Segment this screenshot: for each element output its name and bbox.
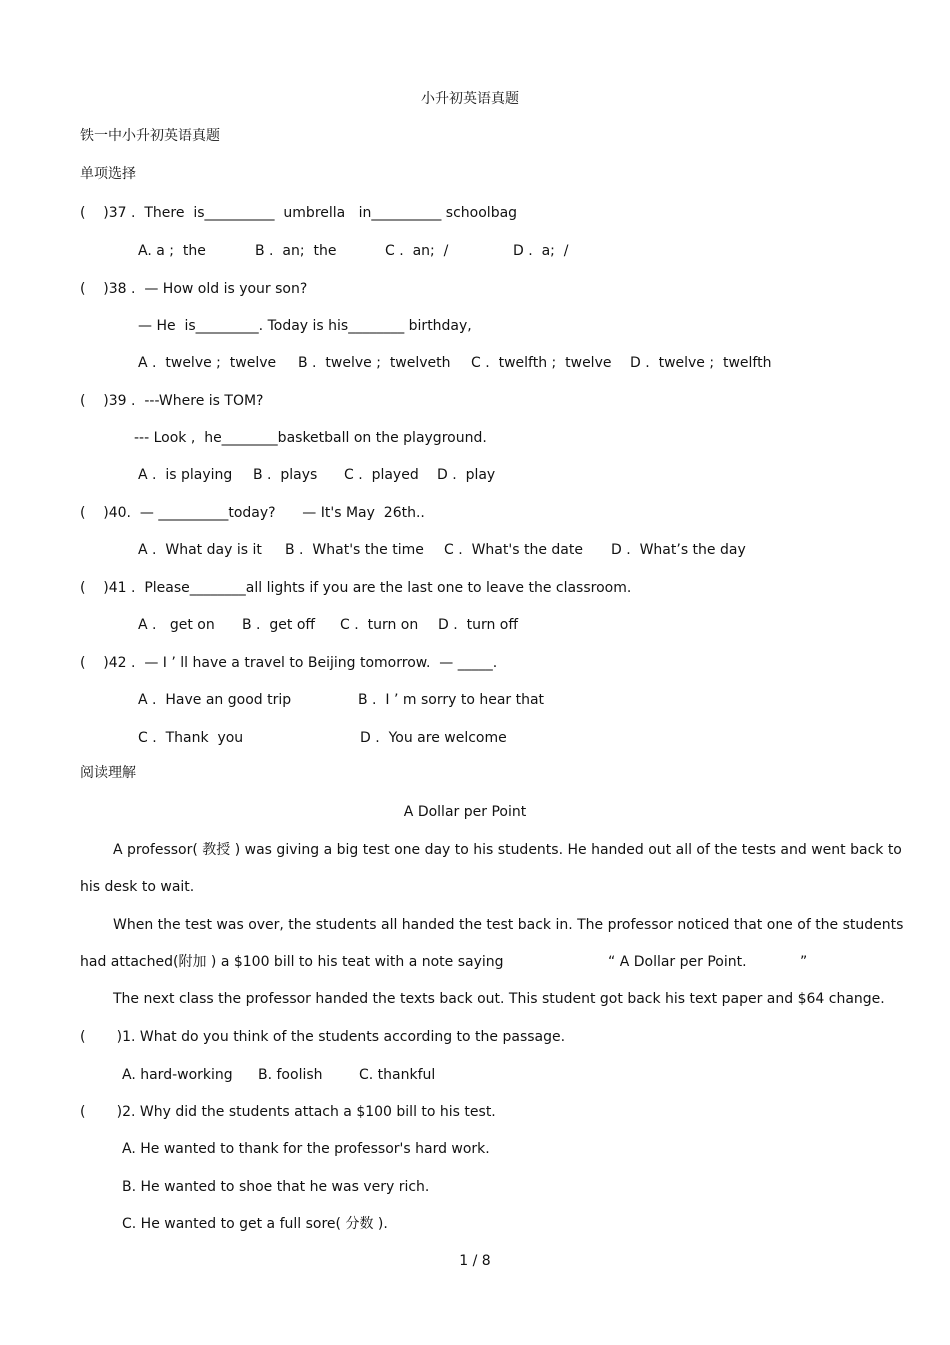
- question-41-option-c: C . turn on: [340, 617, 419, 633]
- reading-question-1-option-c: C. thankful: [359, 1067, 436, 1083]
- passage-p2-quote: “ A Dollar per Point. ”: [608, 954, 808, 970]
- passage-title: A Dollar per Point: [403, 804, 527, 820]
- question-37-option-a: A. a ; the: [138, 243, 206, 259]
- document-title: 小升初英语真题: [421, 91, 519, 107]
- reading-question-2-option-c: C. He wanted to get a full sore( 分数 ).: [122, 1216, 388, 1232]
- question-39-option-d: D . play: [437, 467, 496, 483]
- question-41-option-b: B . get off: [242, 617, 316, 633]
- question-38-line2: — He is_________. Today is his________ birthday,: [138, 318, 472, 334]
- question-37-stem: ( )37 . There is__________ umbrella in__________ schoolbag: [80, 205, 518, 221]
- question-40-option-a: A . What day is it: [138, 542, 262, 558]
- reading-question-2-option-b: B. He wanted to shoe that he was very rich.: [122, 1179, 430, 1195]
- question-40-stem: ( )40. — __________today? — It's May 26th..: [80, 505, 425, 521]
- question-39-option-c: C . played: [344, 467, 419, 483]
- question-40-option-c: C . What's the date: [444, 542, 583, 558]
- question-37-option-d: D . a; /: [513, 243, 569, 259]
- page-number: 1 / 8: [459, 1253, 491, 1269]
- question-39-line2: --- Look , he________basketball on the playground.: [134, 430, 487, 446]
- section-heading-reading: 阅读理解: [80, 765, 136, 781]
- question-41-option-a: A . get on: [138, 617, 215, 633]
- passage-p1-line2: his desk to wait.: [80, 879, 195, 895]
- question-38-option-b: B . twelve ; twelveth: [298, 355, 451, 371]
- passage-p3: The next class the professor handed the texts back out. This student got back his text paper and $64 change.: [113, 991, 885, 1007]
- section-heading-choice: 单项选择: [80, 166, 136, 182]
- reading-question-1-option-a: A. hard-working: [122, 1067, 233, 1083]
- passage-p2-line1: When the test was over, the students all handed the test back in. The professor noticed that one of the students: [113, 917, 904, 933]
- reading-question-1-option-b: B. foolish: [258, 1067, 323, 1083]
- reading-question-2-option-a: A. He wanted to thank for the professor's hard work.: [122, 1141, 490, 1157]
- question-41-stem: ( )41 . Please________all lights if you are the last one to leave the classroom.: [80, 580, 632, 596]
- question-37-option-c: C . an; /: [385, 243, 449, 259]
- question-38-stem: ( )38 . — How old is your son?: [80, 281, 308, 297]
- question-42-option-a: A . Have an good trip: [138, 692, 292, 708]
- question-39-option-a: A . is playing: [138, 467, 233, 483]
- question-38-option-d: D . twelve ; twelfth: [630, 355, 772, 371]
- question-38-option-a: A . twelve ; twelve: [138, 355, 277, 371]
- reading-question-2-stem: ( )2. Why did the students attach a $100 bill to his test.: [80, 1104, 496, 1120]
- question-40-option-d: D . What’s the day: [611, 542, 746, 558]
- passage-p1-line1: A professor( 教授 ) was giving a big test one day to his students. He handed out all of the tests and went back to: [113, 842, 902, 858]
- question-42-option-d: D . You are welcome: [360, 730, 507, 746]
- question-40-option-b: B . What's the time: [285, 542, 424, 558]
- subtitle: 铁一中小升初英语真题: [80, 128, 220, 144]
- question-38-option-c: C . twelfth ; twelve: [471, 355, 612, 371]
- question-39-option-b: B . plays: [253, 467, 318, 483]
- question-42-stem: ( )42 . — I ’ ll have a travel to Beijing tomorrow. — _____.: [80, 655, 498, 671]
- question-37-option-b: B . an; the: [255, 243, 337, 259]
- question-41-option-d: D . turn off: [438, 617, 518, 633]
- reading-question-1-stem: ( )1. What do you think of the students according to the passage.: [80, 1029, 566, 1045]
- passage-p2-line2: had attached(附加 ) a $100 bill to his teat with a note saying: [80, 954, 504, 970]
- question-39-stem: ( )39 . ---Where is TOM?: [80, 393, 264, 409]
- question-42-option-c: C . Thank you: [138, 730, 244, 746]
- question-42-option-b: B . I ’ m sorry to hear that: [358, 692, 545, 708]
